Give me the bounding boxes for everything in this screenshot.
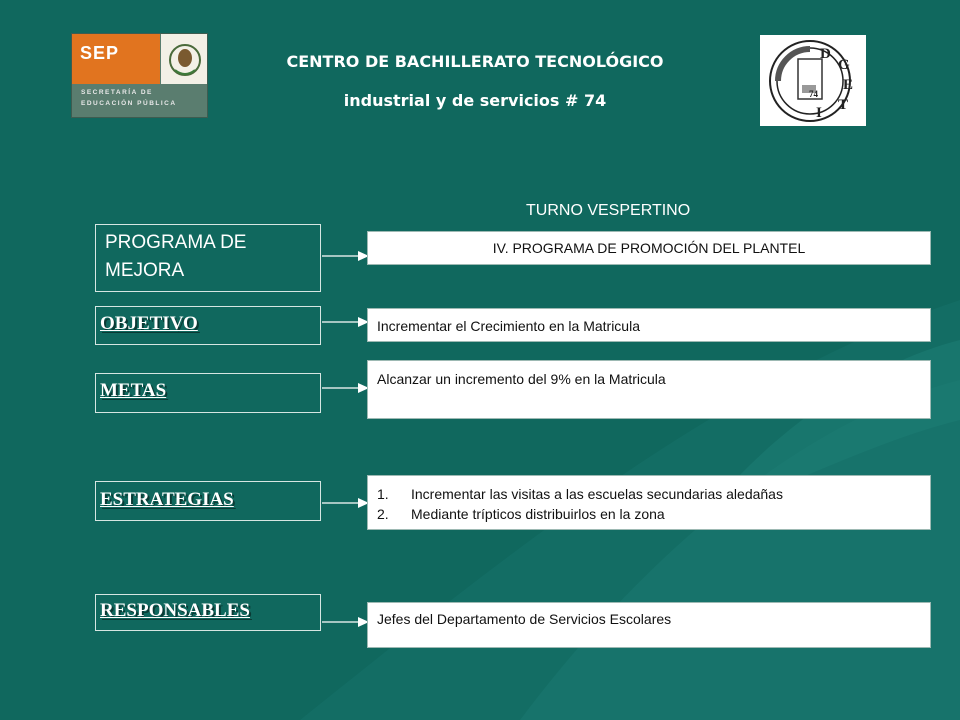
mexico-crest-icon: [161, 34, 208, 84]
programa-arrow-icon: [322, 249, 370, 263]
responsables-label-box: [95, 594, 321, 631]
programa-label-box: [95, 224, 321, 292]
metas-content-box: [367, 360, 931, 419]
list-item: [377, 504, 783, 524]
objetivo-content: Incrementar el Crecimiento en la Matricula: [377, 318, 640, 334]
sep-logo: [71, 33, 208, 118]
list-item-number: 1.: [377, 486, 389, 502]
programa-content: IV. PROGRAMA DE PROMOCIÓN DEL PLANTEL: [492, 240, 806, 256]
estrategias-arrow-icon: [322, 496, 370, 510]
dgeti-logo: [760, 35, 866, 126]
programa-label: PROGRAMA DE MEJORA: [105, 232, 247, 281]
sep-logo-subtitle-2: EDUCACIÓN PÚBLICA: [81, 100, 177, 107]
estrategias-label-box: [95, 481, 321, 521]
sep-logo-title: SEP: [80, 43, 120, 63]
list-item-text: Incrementar las visitas a las escuelas secundarias aledañas: [411, 486, 783, 502]
responsables-content-box: [367, 602, 931, 648]
dgeti-letter-i: I: [816, 105, 822, 121]
objetivo-label: OBJETIVO: [100, 313, 198, 334]
list-item-text: Mediante trípticos distribuirlos en la zona: [411, 506, 665, 522]
metas-label-box: [95, 373, 321, 413]
objetivo-arrow-icon: [322, 315, 370, 329]
estrategias-content-box: [367, 475, 931, 530]
objetivo-label-box: [95, 306, 321, 345]
metas-label: METAS: [100, 380, 167, 401]
responsables-content: Jefes del Departamento de Servicios Escolares: [377, 611, 672, 627]
dgeti-letter-d: D: [820, 46, 831, 62]
metas-arrow-icon: [322, 381, 370, 395]
school-name-line2: industrial y de servicios # 74: [343, 91, 607, 110]
estrategias-list: [377, 484, 783, 524]
dgeti-number: 74: [809, 89, 818, 99]
list-item-number: 2.: [377, 506, 389, 522]
school-name-line1: CENTRO DE BACHILLERATO TECNOLÓGICO: [286, 52, 664, 71]
programa-content-box: [367, 231, 931, 265]
sep-logo-subtitle-1: SECRETARÍA DE: [81, 89, 153, 96]
objetivo-content-box: [367, 308, 931, 342]
list-item: [377, 484, 783, 504]
dgeti-letter-t: T: [838, 97, 849, 113]
dgeti-letter-e: E: [843, 77, 854, 93]
dgeti-letter-g: G: [838, 57, 850, 73]
responsables-label: RESPONSABLES: [100, 600, 250, 621]
metas-content: Alcanzar un incremento del 9% en la Matricula: [377, 371, 666, 387]
shift-label: TURNO VESPERTINO: [526, 202, 691, 219]
estrategias-label: ESTRATEGIAS: [100, 489, 234, 510]
responsables-arrow-icon: [322, 615, 370, 629]
